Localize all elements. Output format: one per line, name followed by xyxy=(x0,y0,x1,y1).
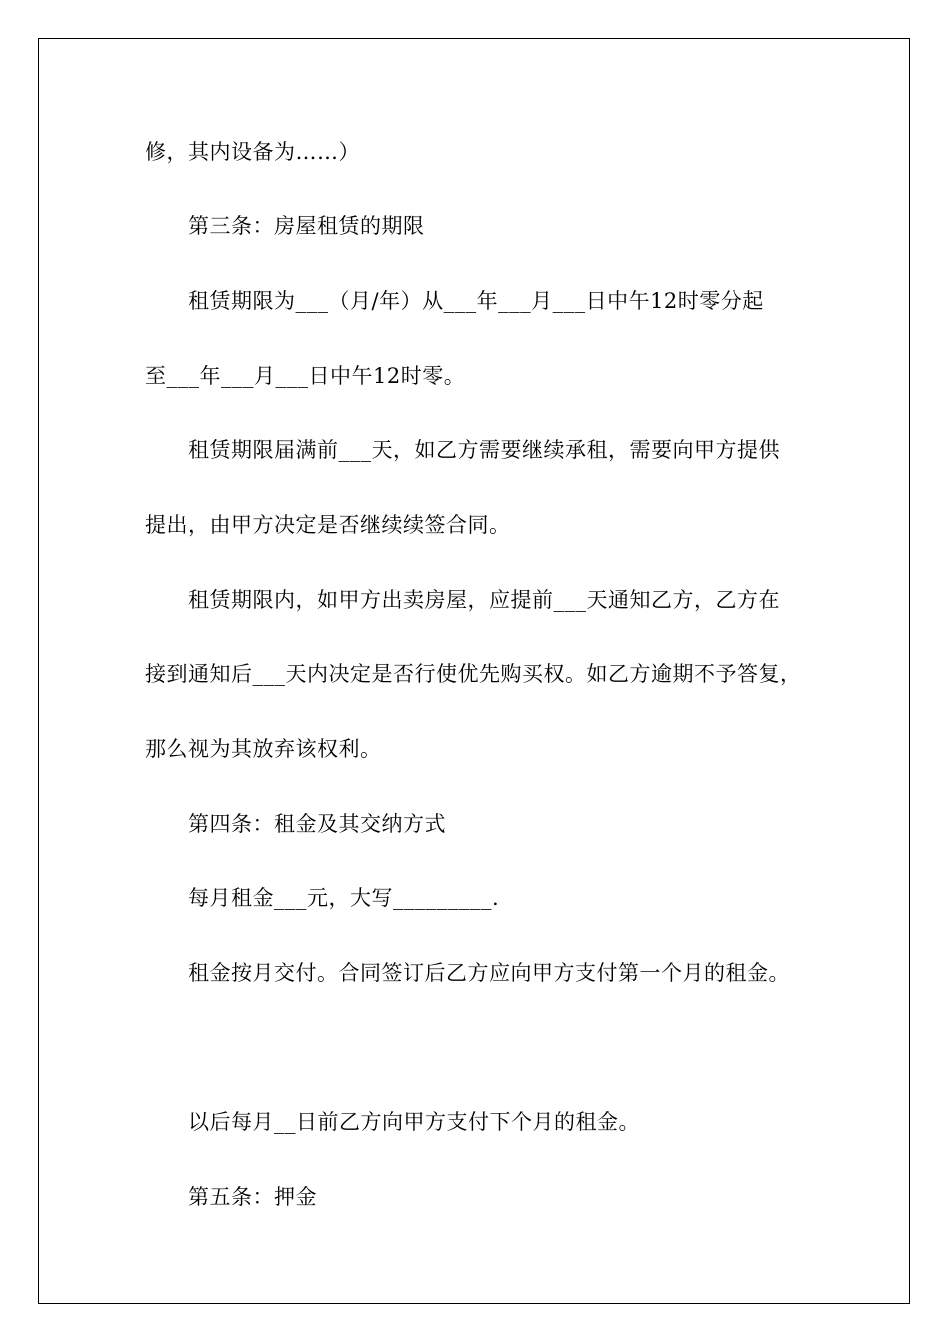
sale-clause-line-3: 那么视为其放弃该权利。 xyxy=(145,737,382,761)
rent-payment-line: 租金按月交付。合同签订后乙方应向甲方支付第一个月的租金。 xyxy=(188,961,790,985)
paragraph-continuation-repair: 修，其内设备为……） xyxy=(145,140,360,164)
article-4-heading: 第四条：租金及其交纳方式 xyxy=(188,812,446,836)
lease-term-line-2: 至___年___月___日中午12时零。 xyxy=(145,364,466,388)
article-5-heading: 第五条：押金 xyxy=(188,1185,317,1209)
subsequent-payment-line: 以后每月__日前乙方向甲方支付下个月的租金。 xyxy=(188,1110,640,1134)
sale-clause-line-1: 租赁期限内，如甲方出卖房屋，应提前___天通知乙方，乙方在 xyxy=(188,588,780,612)
lease-term-line-1: 租赁期限为___（月/年）从___年___月___日中午12时零分起 xyxy=(188,289,764,313)
renewal-clause-line-1: 租赁期限届满前___天，如乙方需要继续承租，需要向甲方提供 xyxy=(188,438,780,462)
article-3-heading: 第三条：房屋租赁的期限 xyxy=(188,214,425,238)
sale-clause-line-2: 接到通知后___天内决定是否行使优先购买权。如乙方逾期不予答复， xyxy=(145,662,802,686)
renewal-clause-line-2: 提出，由甲方决定是否继续续签合同。 xyxy=(145,513,511,537)
monthly-rent-line: 每月租金___元，大写_________. xyxy=(188,886,500,910)
